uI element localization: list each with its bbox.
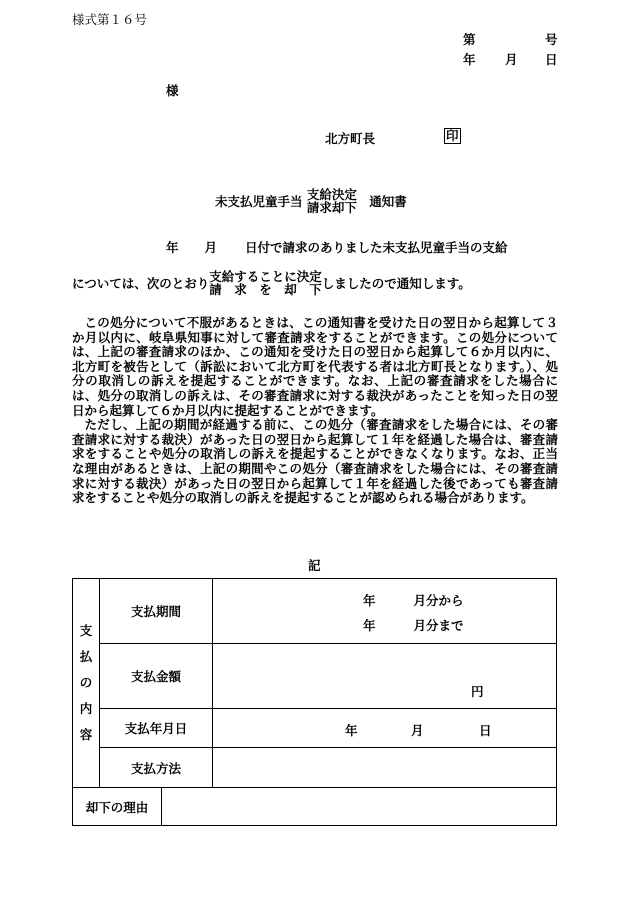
rejection-reason-value[interactable] (162, 788, 557, 826)
appeal-notice-paragraph-1: この処分について不服があるときは、この通知書を受けた日の翌日から起算して３か月以内に、岐阜県知事に対して審査請求をすることができます。この処分については、上記の審査請求のほか、この通知を受けた日の翌日から起算して６か月以内に、北方町を被告として（訴訟において北方町を代表する者は北方町長となります。）、処分の取消しの訴えを提起することができます。なお、上記の審査請求をした場合には、処分の取消しの訴えは、その審査請求に対する裁決があったことを知った日の翌日から起算して６か月以内に提起することができます。 (72, 315, 558, 418)
group-label-char: 支 (79, 623, 93, 638)
amount-unit: 円 (471, 684, 484, 699)
appeal-notice-paragraph-2: ただし、上記の期間が経過する前に、この処分（審査請求をした場合には、その審査請求に対する裁決）があった日の翌日から起算して１年を経過した場合は、審査請求をすることや処分の取消しの訴えを提起することができなくなります。なお、正当な理由があるときは、上記の期間やこの処分（審査請求をした場合には、その審査請求に対する裁決）があった日の翌日から起算して１年を経過した後であっても審査請求をすることや処分の取消しの訴えを提起することが認められる場合があります。 (72, 417, 558, 506)
payment-method-label: 支払方法 (100, 748, 213, 788)
intro-line-2-prefix: については、次のとおり (72, 276, 210, 291)
group-label-char: の (79, 675, 93, 690)
payment-details-table (72, 578, 557, 826)
group-label-char: 容 (79, 727, 93, 742)
payment-date-label: 支払年月日 (100, 709, 213, 748)
payment-date-year: 年 (345, 723, 358, 738)
payment-date-day: 日 (479, 723, 492, 738)
period-to-text: 月分まで (413, 618, 464, 633)
title-prefix: 未支払児童手当 (215, 194, 303, 209)
payment-period-value[interactable] (213, 579, 557, 644)
document-number-label: 第 (463, 32, 476, 47)
issue-date-month: 月 (505, 52, 518, 67)
document-number-suffix: 号 (545, 32, 558, 47)
issue-date-year: 年 (463, 52, 476, 67)
rejection-reason-label: 却下の理由 (73, 788, 162, 826)
ki-heading: 記 (308, 558, 321, 573)
intro-options (209, 270, 322, 296)
form-number: 様式第１６号 (72, 12, 148, 27)
appeal-notice (72, 316, 558, 506)
title-option-rejection: 請求却下 (306, 200, 357, 215)
payment-period-label: 支払期間 (100, 579, 213, 644)
request-date-month: 月 (204, 240, 218, 255)
title-option-decision: 支給決定 (306, 187, 357, 202)
intro-line-1-text: 日付で請求のありました未支払児童手当の支給 (245, 240, 508, 255)
period-from-text: 月分から (413, 593, 464, 608)
title-suffix: 通知書 (369, 194, 407, 209)
title-options (307, 188, 357, 214)
issuer-title: 北方町長 (325, 131, 376, 146)
addressee-suffix: 様 (166, 83, 179, 98)
payment-details-group-label (73, 579, 100, 788)
payment-amount-label: 支払金額 (100, 644, 213, 709)
intro-option-decision: 支給することに決定 (209, 269, 322, 284)
period-from-year: 年 (363, 593, 376, 608)
issue-date-day: 日 (545, 52, 558, 67)
intro-option-rejection: 請 求 を 却 下 (209, 282, 322, 297)
issuer-seal (444, 128, 461, 144)
request-date-year: 年 (166, 240, 179, 255)
group-label-char: 払 (79, 649, 93, 664)
period-to-year: 年 (363, 618, 376, 633)
intro-line-1 (166, 238, 508, 256)
payment-date-month: 月 (411, 723, 424, 738)
group-label-char: 内 (79, 701, 93, 716)
payment-method-value[interactable] (213, 748, 557, 788)
document-title (215, 188, 407, 214)
intro-line-2 (72, 270, 471, 296)
intro-line-2-suffix: しましたので通知します。 (321, 276, 471, 291)
payment-amount-value[interactable] (213, 644, 557, 709)
payment-date-value[interactable] (213, 709, 557, 748)
seal-mark: 印 (446, 128, 459, 143)
